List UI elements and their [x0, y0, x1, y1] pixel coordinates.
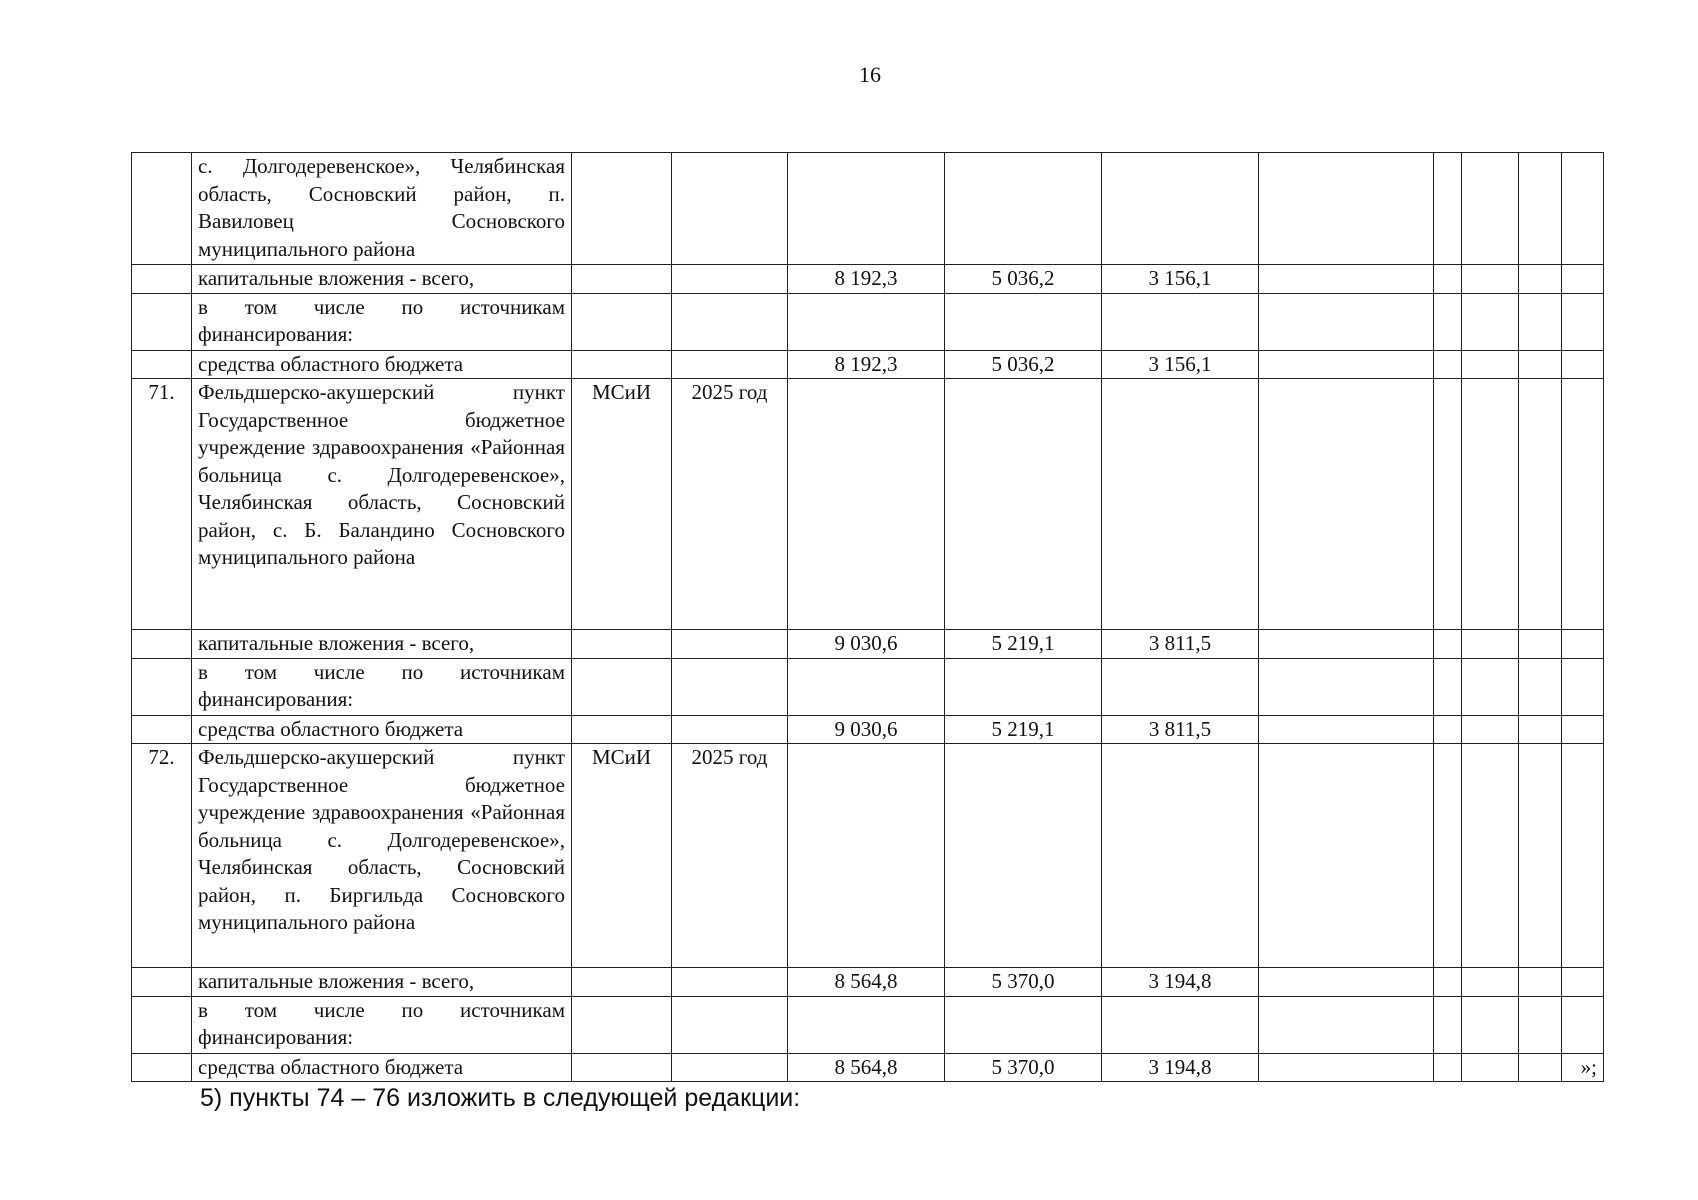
closing-mark — [1562, 715, 1604, 744]
row-number — [132, 293, 192, 350]
value-col-2 — [945, 658, 1102, 715]
empty-cell — [1259, 153, 1434, 265]
empty-cell — [1462, 350, 1519, 379]
period — [672, 1053, 788, 1082]
empty-cell — [1519, 379, 1562, 630]
object-description: в том числе по источникам финансирования: — [192, 658, 572, 715]
empty-cell — [1462, 996, 1519, 1053]
empty-cell — [1462, 1053, 1519, 1082]
responsible-org — [572, 968, 672, 997]
empty-cell — [1462, 968, 1519, 997]
empty-cell — [1259, 630, 1434, 659]
row-number — [132, 153, 192, 265]
empty-cell — [1434, 715, 1462, 744]
closing-mark — [1562, 350, 1604, 379]
period: 2025 год — [672, 379, 788, 630]
total-value — [788, 379, 945, 630]
period — [672, 996, 788, 1053]
responsible-org — [572, 153, 672, 265]
table-row — [132, 744, 1604, 968]
empty-cell — [1434, 630, 1462, 659]
object-description: Фельдшерско-акушерский пункт Государственное бюджетное учреждение здравоохранения «Районная больница с. Долгодеревенское», Челябинская область, Сосновский район, п. Биргильда Сосновского муниципального района — [192, 744, 572, 968]
responsible-org — [572, 1053, 672, 1082]
empty-cell — [1434, 968, 1462, 997]
empty-cell — [1519, 153, 1562, 265]
total-value — [788, 996, 945, 1053]
empty-cell — [1519, 658, 1562, 715]
empty-cell — [1259, 968, 1434, 997]
total-value — [788, 293, 945, 350]
empty-cell — [1434, 350, 1462, 379]
period — [672, 968, 788, 997]
responsible-org — [572, 350, 672, 379]
object-description: в том числе по источникам финансирования: — [192, 996, 572, 1053]
object-description: Фельдшерско-акушерский пункт Государственное бюджетное учреждение здравоохранения «Районная больница с. Долгодеревенское», Челябинская область, Сосновский район, с. Б. Баландино Сосновского муниципального района — [192, 379, 572, 630]
row-number — [132, 968, 192, 997]
empty-cell — [1519, 996, 1562, 1053]
empty-cell — [1519, 265, 1562, 294]
closing-mark — [1562, 630, 1604, 659]
empty-cell — [1259, 379, 1434, 630]
empty-cell — [1519, 630, 1562, 659]
object-description: капитальные вложения - всего, — [192, 630, 572, 659]
period — [672, 715, 788, 744]
empty-cell — [1434, 1053, 1462, 1082]
value-col-3 — [1102, 744, 1259, 968]
empty-cell — [1519, 1053, 1562, 1082]
closing-mark — [1562, 658, 1604, 715]
responsible-org — [572, 996, 672, 1053]
value-col-2: 5 370,0 — [945, 968, 1102, 997]
value-col-3 — [1102, 658, 1259, 715]
value-col-2: 5 036,2 — [945, 350, 1102, 379]
value-col-3: 3 811,5 — [1102, 630, 1259, 659]
period — [672, 350, 788, 379]
total-value — [788, 153, 945, 265]
table-row — [132, 265, 1604, 294]
page-number: 16 — [859, 62, 881, 87]
empty-cell — [1434, 153, 1462, 265]
empty-cell — [1434, 293, 1462, 350]
total-value: 8 564,8 — [788, 968, 945, 997]
value-col-2 — [945, 153, 1102, 265]
row-number — [132, 630, 192, 659]
value-col-3: 3 156,1 — [1102, 265, 1259, 294]
table-row — [132, 153, 1604, 265]
empty-cell — [1434, 379, 1462, 630]
object-description: капитальные вложения - всего, — [192, 968, 572, 997]
object-description: капитальные вложения - всего, — [192, 265, 572, 294]
responsible-org: МСиИ — [572, 744, 672, 968]
empty-cell — [1259, 293, 1434, 350]
closing-mark — [1562, 153, 1604, 265]
empty-cell — [1259, 744, 1434, 968]
total-value: 8 192,3 — [788, 350, 945, 379]
empty-cell — [1519, 293, 1562, 350]
empty-cell — [1259, 350, 1434, 379]
period — [672, 293, 788, 350]
empty-cell — [1259, 658, 1434, 715]
responsible-org — [572, 265, 672, 294]
empty-cell — [1462, 293, 1519, 350]
empty-cell — [1259, 715, 1434, 744]
period — [672, 630, 788, 659]
row-number — [132, 1053, 192, 1082]
amendment-instruction: 5) пункты 74 – 76 изложить в следующей редакции: — [200, 1084, 801, 1112]
row-number — [132, 996, 192, 1053]
value-col-2 — [945, 293, 1102, 350]
period — [672, 153, 788, 265]
closing-mark: »; — [1562, 1053, 1604, 1082]
value-col-3: 3 194,8 — [1102, 1053, 1259, 1082]
object-description: с. Долгодеревенское», Челябинская область, Сосновский район, п. Вавиловец Сосновского муниципального района — [192, 153, 572, 265]
empty-cell — [1259, 996, 1434, 1053]
value-col-2 — [945, 996, 1102, 1053]
value-col-3: 3 811,5 — [1102, 715, 1259, 744]
total-value: 9 030,6 — [788, 630, 945, 659]
value-col-3 — [1102, 379, 1259, 630]
period: 2025 год — [672, 744, 788, 968]
table-row — [132, 350, 1604, 379]
object-description: средства областного бюджета — [192, 350, 572, 379]
value-col-2: 5 219,1 — [945, 715, 1102, 744]
empty-cell — [1434, 996, 1462, 1053]
empty-cell — [1462, 265, 1519, 294]
responsible-org — [572, 658, 672, 715]
empty-cell — [1434, 265, 1462, 294]
table-row — [132, 715, 1604, 744]
empty-cell — [1462, 658, 1519, 715]
table-row — [132, 1053, 1604, 1082]
closing-mark — [1562, 744, 1604, 968]
empty-cell — [1462, 744, 1519, 968]
period — [672, 265, 788, 294]
empty-cell — [1259, 265, 1434, 294]
value-col-3: 3 156,1 — [1102, 350, 1259, 379]
value-col-3 — [1102, 293, 1259, 350]
value-col-2: 5 036,2 — [945, 265, 1102, 294]
value-col-3 — [1102, 996, 1259, 1053]
value-col-2 — [945, 379, 1102, 630]
empty-cell — [1462, 715, 1519, 744]
empty-cell — [1519, 350, 1562, 379]
responsible-org — [572, 630, 672, 659]
row-number — [132, 658, 192, 715]
total-value — [788, 744, 945, 968]
empty-cell — [1519, 715, 1562, 744]
row-number: 71. — [132, 379, 192, 630]
value-col-2: 5 219,1 — [945, 630, 1102, 659]
object-description: в том числе по источникам финансирования: — [192, 293, 572, 350]
closing-mark — [1562, 293, 1604, 350]
responsible-org — [572, 293, 672, 350]
table-row — [132, 658, 1604, 715]
value-col-3 — [1102, 153, 1259, 265]
empty-cell — [1462, 379, 1519, 630]
table-row — [132, 996, 1604, 1053]
closing-mark — [1562, 996, 1604, 1053]
empty-cell — [1462, 630, 1519, 659]
empty-cell — [1462, 153, 1519, 265]
value-col-2 — [945, 744, 1102, 968]
budget-table — [131, 152, 1604, 1082]
table-row — [132, 293, 1604, 350]
empty-cell — [1519, 744, 1562, 968]
empty-cell — [1434, 744, 1462, 968]
value-col-3: 3 194,8 — [1102, 968, 1259, 997]
closing-mark — [1562, 265, 1604, 294]
total-value: 9 030,6 — [788, 715, 945, 744]
period — [672, 658, 788, 715]
row-number — [132, 715, 192, 744]
responsible-org — [572, 715, 672, 744]
value-col-2: 5 370,0 — [945, 1053, 1102, 1082]
empty-cell — [1259, 1053, 1434, 1082]
object-description: средства областного бюджета — [192, 715, 572, 744]
empty-cell — [1519, 968, 1562, 997]
table-row — [132, 630, 1604, 659]
object-description: средства областного бюджета — [192, 1053, 572, 1082]
closing-mark — [1562, 968, 1604, 997]
total-value: 8 192,3 — [788, 265, 945, 294]
row-number — [132, 350, 192, 379]
table-row — [132, 379, 1604, 630]
total-value: 8 564,8 — [788, 1053, 945, 1082]
closing-mark — [1562, 379, 1604, 630]
total-value — [788, 658, 945, 715]
row-number: 72. — [132, 744, 192, 968]
row-number — [132, 265, 192, 294]
empty-cell — [1434, 658, 1462, 715]
table-row — [132, 968, 1604, 997]
responsible-org: МСиИ — [572, 379, 672, 630]
